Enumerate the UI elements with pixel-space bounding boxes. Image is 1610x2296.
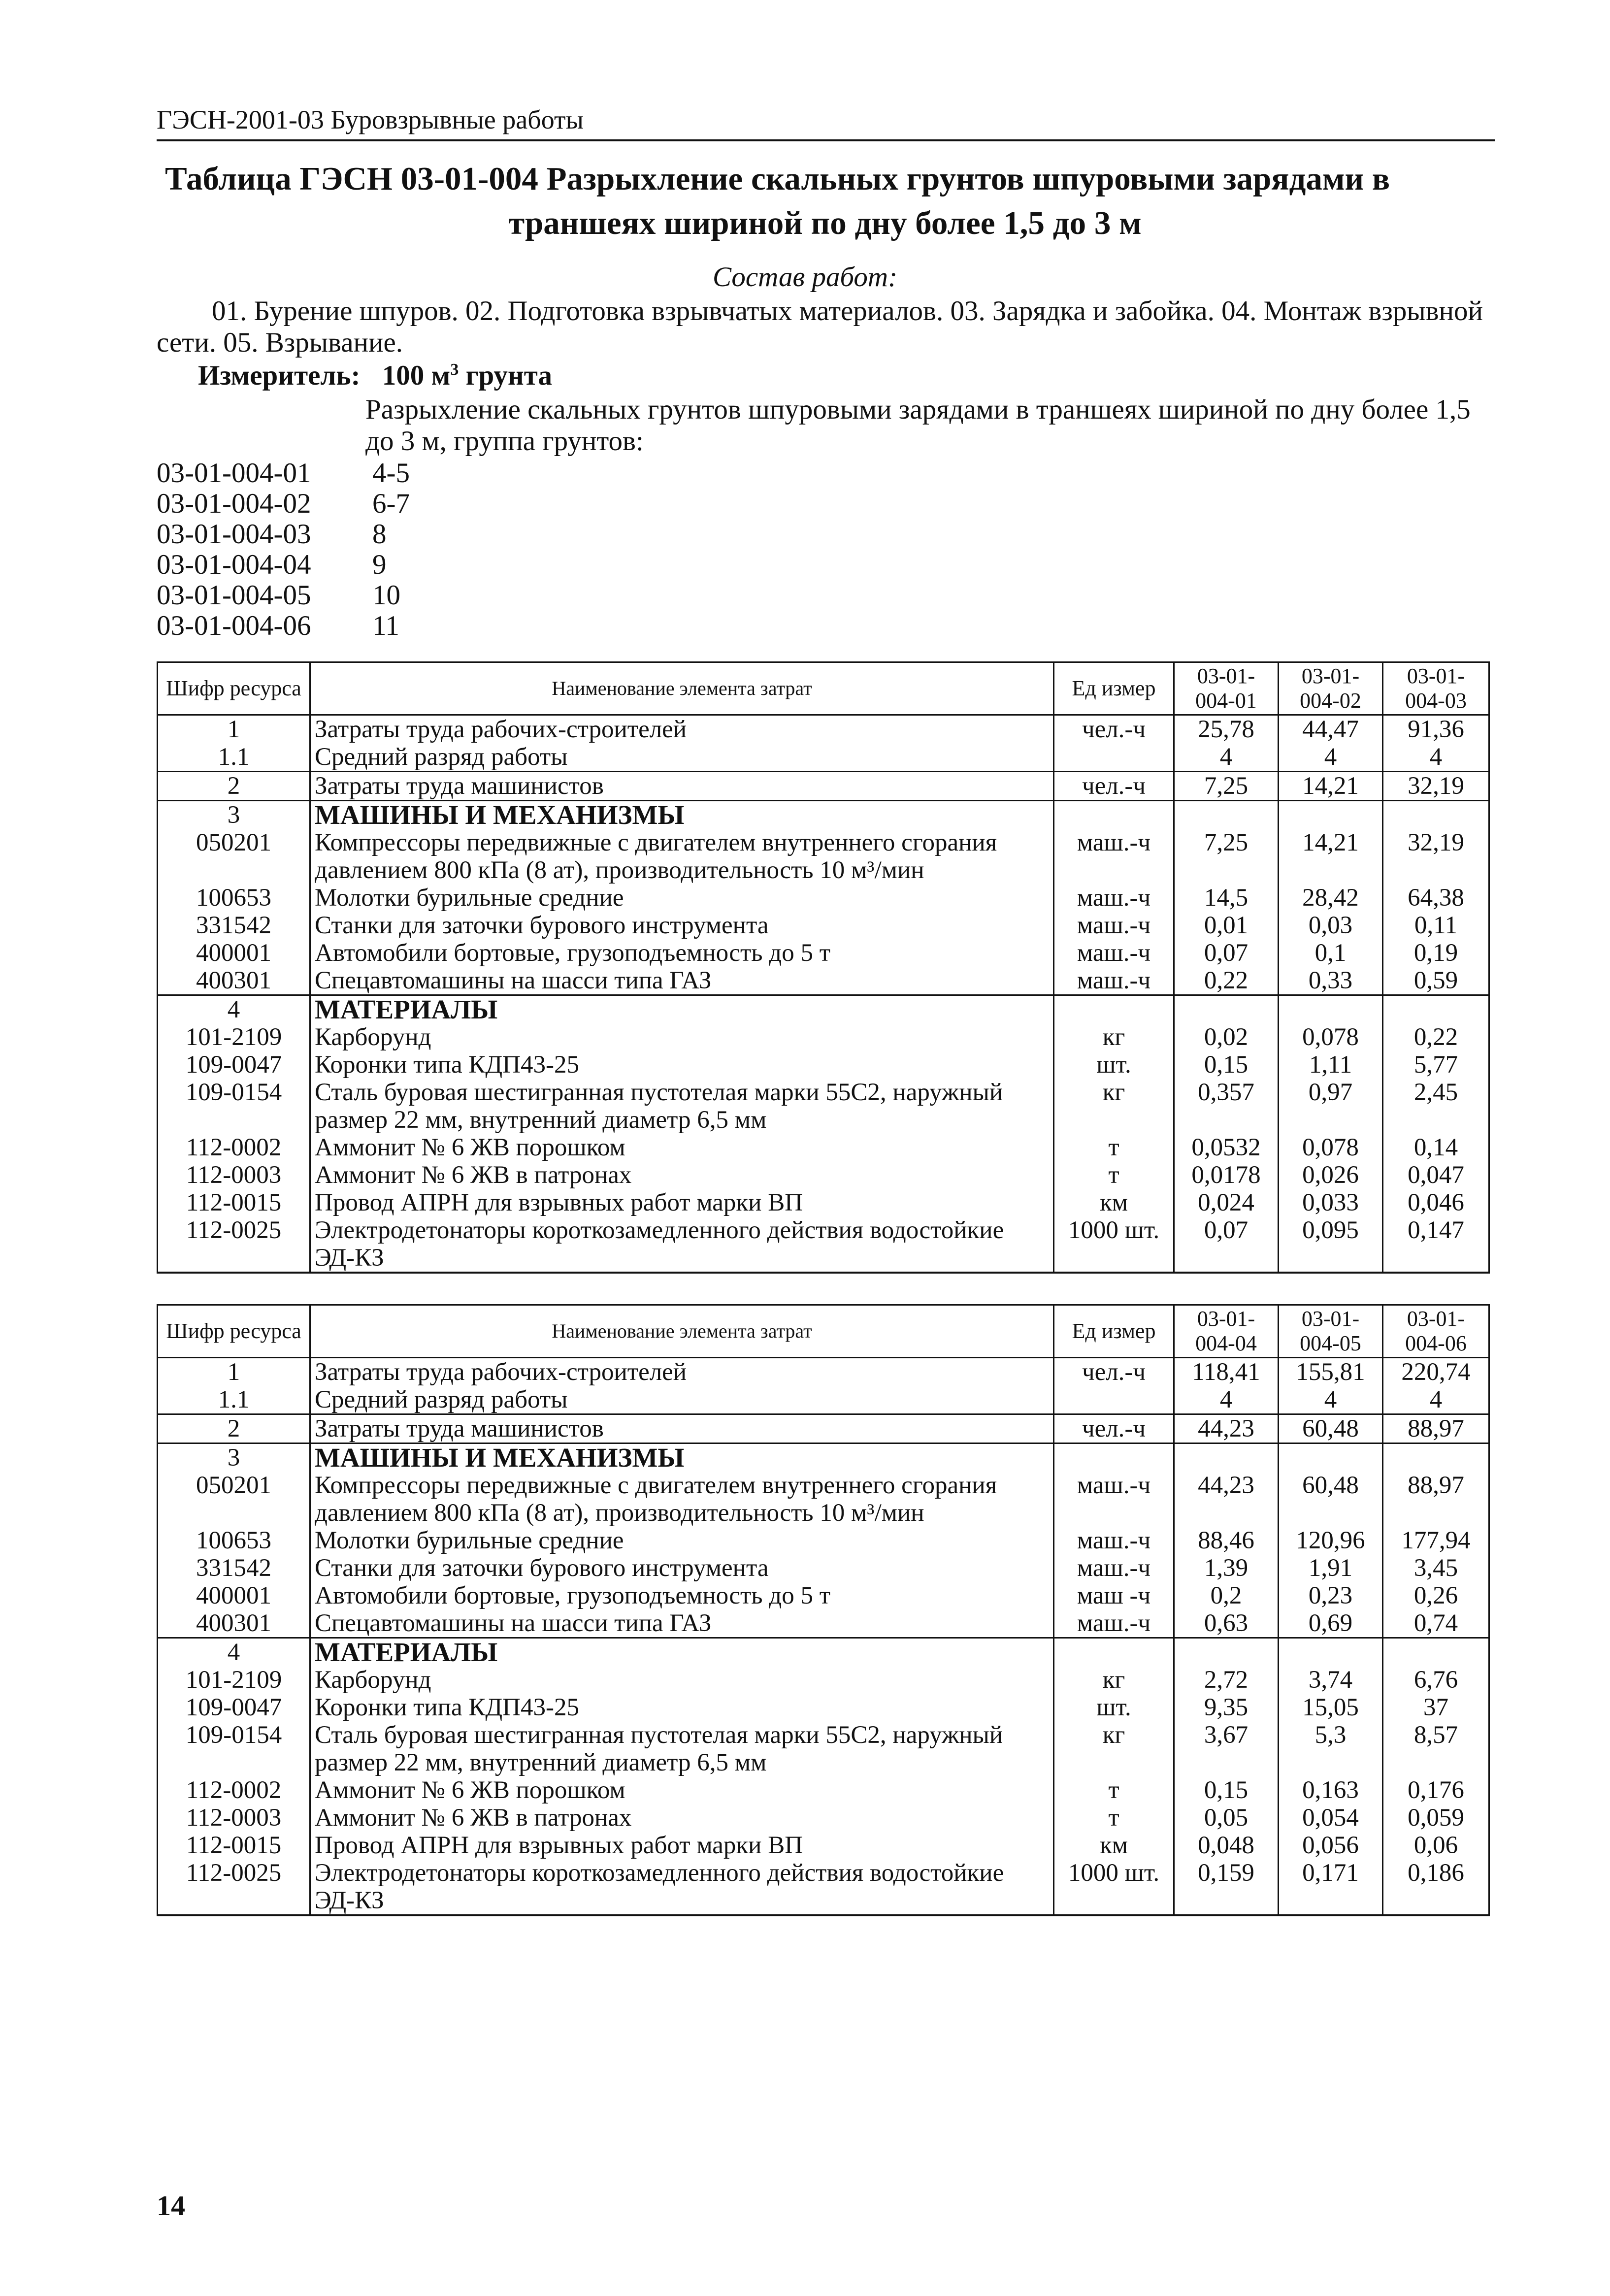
value-3 (1383, 1638, 1489, 1667)
resource-name: Молотки бурильные средние (310, 1527, 1054, 1554)
value-3: 88,97 (1383, 1414, 1489, 1443)
resource-unit: кг (1054, 1666, 1174, 1694)
value-2: 0,033 (1279, 1189, 1383, 1216)
norm-code-row (157, 550, 410, 580)
resource-unit: маш.-ч (1054, 939, 1174, 967)
value-1 (1174, 995, 1279, 1024)
resource-name: Коронки типа КДП43-25 (310, 1694, 1054, 1721)
resource-name: МАШИНЫ И МЕХАНИЗМЫ (310, 801, 1054, 829)
title-line-1: Таблица ГЭСН 03-01-004 Разрыхление скальных грунтов шпуровыми зарядами в (165, 161, 1390, 197)
value-1: 0,05 (1174, 1804, 1279, 1832)
soil-group: 11 (372, 610, 399, 641)
value-1: 2,72 (1174, 1666, 1279, 1694)
norm-code: 03-01-004-02 (157, 488, 311, 519)
value-2 (1279, 995, 1383, 1024)
value-1: 44,23 (1174, 1472, 1279, 1527)
table-row (158, 1386, 1489, 1414)
resource-unit: маш.-ч (1054, 1554, 1174, 1582)
resource-name: Аммонит № 6 ЖВ в патронах (310, 1804, 1054, 1832)
value-2: 3,74 (1279, 1666, 1383, 1694)
table-title (165, 157, 1485, 245)
value-1: 9,35 (1174, 1694, 1279, 1721)
table-row (158, 1832, 1489, 1859)
resource-unit: шт. (1054, 1051, 1174, 1079)
resource-code: 112-0015 (158, 1832, 310, 1859)
norm-code-row (157, 458, 410, 489)
value-3: 4 (1383, 743, 1489, 772)
table-row (158, 967, 1489, 995)
value-1: 3,67 (1174, 1721, 1279, 1776)
resource-name: Компрессоры передвижные с двигателем внутреннего сгорания давлением 800 кПа (8 ат), производительность 10 м³/мин (310, 1472, 1054, 1527)
resource-unit: т (1054, 1776, 1174, 1804)
measurement-unit (198, 360, 552, 392)
value-2: 14,21 (1279, 772, 1383, 801)
value-3: 177,94 (1383, 1527, 1489, 1554)
resource-code: 400301 (158, 967, 310, 995)
resource-unit: маш.-ч (1054, 884, 1174, 912)
resource-name: Провод АПРН для взрывных работ марки ВП (310, 1832, 1054, 1859)
table-row (158, 1051, 1489, 1079)
resource-unit: чел.-ч (1054, 1414, 1174, 1443)
table-row (158, 995, 1489, 1024)
norm-code-row (157, 489, 410, 519)
header-norm-2: 03-01-004-02 (1279, 662, 1383, 715)
resource-unit: кг (1054, 1023, 1174, 1051)
resource-code: 112-0002 (158, 1776, 310, 1804)
resource-code: 112-0003 (158, 1161, 310, 1189)
table-row (158, 1554, 1489, 1582)
value-2: 0,69 (1279, 1609, 1383, 1638)
resource-unit (1054, 1443, 1174, 1472)
value-1: 0,07 (1174, 939, 1279, 967)
value-3: 220,74 (1383, 1358, 1489, 1386)
resource-code: 3 (158, 1443, 310, 1472)
value-2: 155,81 (1279, 1358, 1383, 1386)
resource-code: 1 (158, 1358, 310, 1386)
resource-code: 112-0015 (158, 1189, 310, 1216)
table-row (158, 829, 1489, 884)
resource-name: Провод АПРН для взрывных работ марки ВП (310, 1189, 1054, 1216)
value-2: 0,33 (1279, 967, 1383, 995)
table-row (158, 912, 1489, 939)
resource-code: 331542 (158, 912, 310, 939)
value-3: 3,45 (1383, 1554, 1489, 1582)
resource-name: Компрессоры передвижные с двигателем внутреннего сгорания давлением 800 кПа (8 ат), производительность 10 м³/мин (310, 829, 1054, 884)
value-1: 4 (1174, 743, 1279, 772)
value-2: 4 (1279, 743, 1383, 772)
resource-name: Средний разряд работы (310, 1386, 1054, 1414)
header-norm-1: 03-01-004-04 (1174, 1305, 1279, 1358)
table-row (158, 1666, 1489, 1694)
resource-code: 112-0003 (158, 1804, 310, 1832)
norm-code-row (157, 611, 410, 641)
resource-code: 3 (158, 801, 310, 829)
table-row (158, 1358, 1489, 1386)
resource-unit: чел.-ч (1054, 1358, 1174, 1386)
value-3: 0,19 (1383, 939, 1489, 967)
resource-unit: т (1054, 1134, 1174, 1161)
norm-code: 03-01-004-03 (157, 519, 311, 550)
value-3: 8,57 (1383, 1721, 1489, 1776)
resource-name: Станки для заточки бурового инструмента (310, 1554, 1054, 1582)
resource-name: Автомобили бортовые, грузоподъемность до 5 т (310, 939, 1054, 967)
resource-unit (1054, 1638, 1174, 1667)
header-norm-1: 03-01-004-01 (1174, 662, 1279, 715)
norm-code: 03-01-004-04 (157, 549, 311, 580)
resource-name: Электродетонаторы короткозамедленного действия водостойкие ЭД-КЗ (310, 1216, 1054, 1273)
value-1: 0,02 (1174, 1023, 1279, 1051)
value-2: 120,96 (1279, 1527, 1383, 1554)
norm-code: 03-01-004-06 (157, 610, 311, 641)
value-1: 0,048 (1174, 1832, 1279, 1859)
resource-name: Затраты труда машинистов (310, 772, 1054, 801)
resource-name: Автомобили бортовые, грузоподъемность до 5 т (310, 1582, 1054, 1609)
header-unit: Ед измер (1054, 1305, 1174, 1358)
value-2: 4 (1279, 1386, 1383, 1414)
resource-code: 101-2109 (158, 1023, 310, 1051)
table-header-row (158, 662, 1489, 715)
value-1: 7,25 (1174, 829, 1279, 884)
resource-unit (1054, 743, 1174, 772)
resource-code: 100653 (158, 1527, 310, 1554)
resource-name: Затраты труда рабочих-строителей (310, 715, 1054, 744)
value-3: 0,186 (1383, 1859, 1489, 1915)
resource-name: Карборунд (310, 1666, 1054, 1694)
table-row (158, 1694, 1489, 1721)
table-row (158, 1582, 1489, 1609)
header-unit: Ед измер (1054, 662, 1174, 715)
value-1: 0,07 (1174, 1216, 1279, 1273)
resource-unit: 1000 шт. (1054, 1216, 1174, 1273)
table-row (158, 1776, 1489, 1804)
meter-label: Измеритель: (198, 360, 361, 391)
table-row (158, 1721, 1489, 1776)
value-3: 32,19 (1383, 829, 1489, 884)
soil-group: 8 (372, 519, 387, 550)
value-1: 7,25 (1174, 772, 1279, 801)
table-row (158, 1443, 1489, 1472)
value-3: 0,046 (1383, 1189, 1489, 1216)
resource-name: Аммонит № 6 ЖВ в патронах (310, 1161, 1054, 1189)
header-name: Наименование элемента затрат (310, 1305, 1054, 1358)
value-2 (1279, 1638, 1383, 1667)
value-2: 1,91 (1279, 1554, 1383, 1582)
value-1: 25,78 (1174, 715, 1279, 744)
resource-code: 331542 (158, 1554, 310, 1582)
value-1: 0,0532 (1174, 1134, 1279, 1161)
resource-code: 109-0154 (158, 1079, 310, 1134)
resource-unit: чел.-ч (1054, 715, 1174, 744)
value-1: 88,46 (1174, 1527, 1279, 1554)
meter-value: 100 $м^3$ грунта (382, 360, 552, 391)
resource-name: Карборунд (310, 1023, 1054, 1051)
table-row (158, 1216, 1489, 1273)
norm-codes-list (157, 458, 410, 641)
resource-unit: км (1054, 1832, 1174, 1859)
table-row (158, 1638, 1489, 1667)
resource-unit: маш.-ч (1054, 912, 1174, 939)
resource-unit (1054, 1386, 1174, 1414)
value-3: 4 (1383, 1386, 1489, 1414)
value-1: 14,5 (1174, 884, 1279, 912)
value-3: 0,06 (1383, 1832, 1489, 1859)
resource-name: Аммонит № 6 ЖВ порошком (310, 1776, 1054, 1804)
resource-unit: т (1054, 1161, 1174, 1189)
value-3: 0,26 (1383, 1582, 1489, 1609)
value-3: 91,36 (1383, 715, 1489, 744)
value-1: 0,63 (1174, 1609, 1279, 1638)
resource-code: 050201 (158, 1472, 310, 1527)
resource-name: Спецавтомашины на шасси типа ГАЗ (310, 967, 1054, 995)
value-2: 0,97 (1279, 1079, 1383, 1134)
page-number: 14 (157, 2190, 185, 2222)
norm-code-row (157, 580, 410, 611)
value-3: 0,14 (1383, 1134, 1489, 1161)
value-1: 0,024 (1174, 1189, 1279, 1216)
value-2: 14,21 (1279, 829, 1383, 884)
value-2: 0,03 (1279, 912, 1383, 939)
resource-code: 109-0047 (158, 1051, 310, 1079)
resource-unit (1054, 995, 1174, 1024)
norm-code-row (157, 519, 410, 550)
resource-code: 2 (158, 772, 310, 801)
resource-name: Коронки типа КДП43-25 (310, 1051, 1054, 1079)
table-row (158, 1472, 1489, 1527)
value-1: 0,2 (1174, 1582, 1279, 1609)
resource-code: 400001 (158, 1582, 310, 1609)
value-3: 0,047 (1383, 1161, 1489, 1189)
resource-code: 101-2109 (158, 1666, 310, 1694)
value-2: 44,47 (1279, 715, 1383, 744)
resource-name: Аммонит № 6 ЖВ порошком (310, 1134, 1054, 1161)
resource-unit: маш.-ч (1054, 1527, 1174, 1554)
value-2: 60,48 (1279, 1414, 1383, 1443)
resource-code: 1 (158, 715, 310, 744)
resource-name: МАТЕРИАЛЫ (310, 995, 1054, 1024)
resource-unit: чел.-ч (1054, 772, 1174, 801)
work-composition-heading: Состав работ: (712, 262, 898, 293)
value-2: 0,095 (1279, 1216, 1383, 1273)
resource-unit: кг (1054, 1721, 1174, 1776)
value-1: 0,357 (1174, 1079, 1279, 1134)
table-row (158, 1134, 1489, 1161)
value-1: 0,15 (1174, 1776, 1279, 1804)
soil-group: 10 (372, 580, 400, 611)
header-norm-2: 03-01-004-05 (1279, 1305, 1383, 1358)
resource-table-2 (157, 1304, 1490, 1916)
resource-name: Сталь буровая шестигранная пустотелая марки 55С2, наружный размер 22 мм, внутренний диаметр 6,5 мм (310, 1721, 1054, 1776)
value-2: 0,1 (1279, 939, 1383, 967)
resource-unit: маш.-ч (1054, 967, 1174, 995)
resource-table-1 (157, 661, 1490, 1274)
resource-name: Электродетонаторы короткозамедленного действия водостойкие ЭД-КЗ (310, 1859, 1054, 1915)
resource-code: 4 (158, 995, 310, 1024)
value-2: 0,026 (1279, 1161, 1383, 1189)
table-row (158, 1859, 1489, 1915)
table-row (158, 1189, 1489, 1216)
value-2: 15,05 (1279, 1694, 1383, 1721)
value-1: 1,39 (1174, 1554, 1279, 1582)
value-2 (1279, 1443, 1383, 1472)
resource-unit: маш.-ч (1054, 1472, 1174, 1527)
value-3: 32,19 (1383, 772, 1489, 801)
value-2: 0,171 (1279, 1859, 1383, 1915)
value-1: 4 (1174, 1386, 1279, 1414)
value-1: 0,15 (1174, 1051, 1279, 1079)
value-2: 0,054 (1279, 1804, 1383, 1832)
resource-code: 112-0025 (158, 1859, 310, 1915)
value-3: 0,147 (1383, 1216, 1489, 1273)
value-3: 0,59 (1383, 967, 1489, 995)
value-1: 118,41 (1174, 1358, 1279, 1386)
norm-code: 03-01-004-05 (157, 580, 311, 611)
resource-code: 400001 (158, 939, 310, 967)
soil-group: 4-5 (372, 458, 410, 489)
table-row (158, 1609, 1489, 1638)
resource-name: Сталь буровая шестигранная пустотелая марки 55С2, наружный размер 22 мм, внутренний диаметр 6,5 мм (310, 1079, 1054, 1134)
table-row (158, 1161, 1489, 1189)
resource-unit: маш.-ч (1054, 1609, 1174, 1638)
resource-name: МАТЕРИАЛЫ (310, 1638, 1054, 1667)
value-3: 0,22 (1383, 1023, 1489, 1051)
table-row (158, 1414, 1489, 1443)
value-1: 0,0178 (1174, 1161, 1279, 1189)
value-1 (1174, 1443, 1279, 1472)
value-3: 2,45 (1383, 1079, 1489, 1134)
norm-code: 03-01-004-01 (157, 458, 311, 489)
norm-description: Разрыхление скальных грунтов шпуровыми зарядами в траншеях шириной по дну более 1,5 до 3 м, группа грунтов: (365, 394, 1471, 457)
resource-code: 1.1 (158, 1386, 310, 1414)
table-header-row (158, 1305, 1489, 1358)
resource-name: Затраты труда рабочих-строителей (310, 1358, 1054, 1386)
work-composition-text: 01. Бурение шпуров. 02. Подготовка взрывчатых материалов. 03. Зарядка и забойка. 04. Монтаж взрывной сети. 05. Взрывание. (157, 295, 1483, 358)
value-3: 0,059 (1383, 1804, 1489, 1832)
value-3: 0,176 (1383, 1776, 1489, 1804)
soil-group: 9 (372, 549, 387, 580)
resource-unit (1054, 801, 1174, 829)
resource-name: Молотки бурильные средние (310, 884, 1054, 912)
value-2: 0,23 (1279, 1582, 1383, 1609)
resource-code: 400301 (158, 1609, 310, 1638)
header-code: Шифр ресурса (158, 662, 310, 715)
table-row (158, 1023, 1489, 1051)
resource-unit: т (1054, 1804, 1174, 1832)
value-3: 88,97 (1383, 1472, 1489, 1527)
table-row (158, 743, 1489, 772)
resource-code: 109-0047 (158, 1694, 310, 1721)
value-3: 0,11 (1383, 912, 1489, 939)
header-code: Шифр ресурса (158, 1305, 310, 1358)
value-2: 5,3 (1279, 1721, 1383, 1776)
header-name: Наименование элемента затрат (310, 662, 1054, 715)
value-2: 0,056 (1279, 1832, 1383, 1859)
header-norm-3: 03-01-004-06 (1383, 1305, 1489, 1358)
resource-name: Спецавтомашины на шасси типа ГАЗ (310, 1609, 1054, 1638)
value-2: 1,11 (1279, 1051, 1383, 1079)
resource-name: МАШИНЫ И МЕХАНИЗМЫ (310, 1443, 1054, 1472)
title-line-2: траншеях шириной по дну более 1,5 до 3 м (508, 205, 1142, 241)
resource-unit: шт. (1054, 1694, 1174, 1721)
table-row (158, 801, 1489, 829)
running-header: ГЭСН-2001-03 Буровзрывные работы (157, 102, 1495, 141)
value-1: 44,23 (1174, 1414, 1279, 1443)
header-norm-3: 03-01-004-03 (1383, 662, 1489, 715)
resource-code: 2 (158, 1414, 310, 1443)
resource-code: 4 (158, 1638, 310, 1667)
table-row (158, 939, 1489, 967)
table-row (158, 772, 1489, 801)
value-2: 60,48 (1279, 1472, 1383, 1527)
resource-name: Средний разряд работы (310, 743, 1054, 772)
resource-unit: км (1054, 1189, 1174, 1216)
resource-code: 050201 (158, 829, 310, 884)
resource-code: 100653 (158, 884, 310, 912)
value-3: 5,77 (1383, 1051, 1489, 1079)
value-3: 0,74 (1383, 1609, 1489, 1638)
value-1 (1174, 1638, 1279, 1667)
value-1: 0,22 (1174, 967, 1279, 995)
value-2: 0,163 (1279, 1776, 1383, 1804)
value-1: 0,159 (1174, 1859, 1279, 1915)
value-3: 64,38 (1383, 884, 1489, 912)
value-3 (1383, 1443, 1489, 1472)
resource-unit: маш -ч (1054, 1582, 1174, 1609)
value-2 (1279, 801, 1383, 829)
table-row (158, 1527, 1489, 1554)
value-2: 0,078 (1279, 1134, 1383, 1161)
resource-unit: маш.-ч (1054, 829, 1174, 884)
resource-code: 112-0025 (158, 1216, 310, 1273)
table-row (158, 1079, 1489, 1134)
value-1 (1174, 801, 1279, 829)
resource-name: Станки для заточки бурового инструмента (310, 912, 1054, 939)
table-row (158, 884, 1489, 912)
value-2: 0,078 (1279, 1023, 1383, 1051)
table-row (158, 1804, 1489, 1832)
resource-name: Затраты труда машинистов (310, 1414, 1054, 1443)
resource-code: 1.1 (158, 743, 310, 772)
soil-group: 6-7 (372, 488, 410, 519)
resource-code: 112-0002 (158, 1134, 310, 1161)
value-2: 28,42 (1279, 884, 1383, 912)
value-3 (1383, 995, 1489, 1024)
value-3: 6,76 (1383, 1666, 1489, 1694)
resource-unit: 1000 шт. (1054, 1859, 1174, 1915)
resource-code: 109-0154 (158, 1721, 310, 1776)
value-3: 37 (1383, 1694, 1489, 1721)
value-1: 0,01 (1174, 912, 1279, 939)
resource-unit: кг (1054, 1079, 1174, 1134)
table-row (158, 715, 1489, 744)
value-3 (1383, 801, 1489, 829)
